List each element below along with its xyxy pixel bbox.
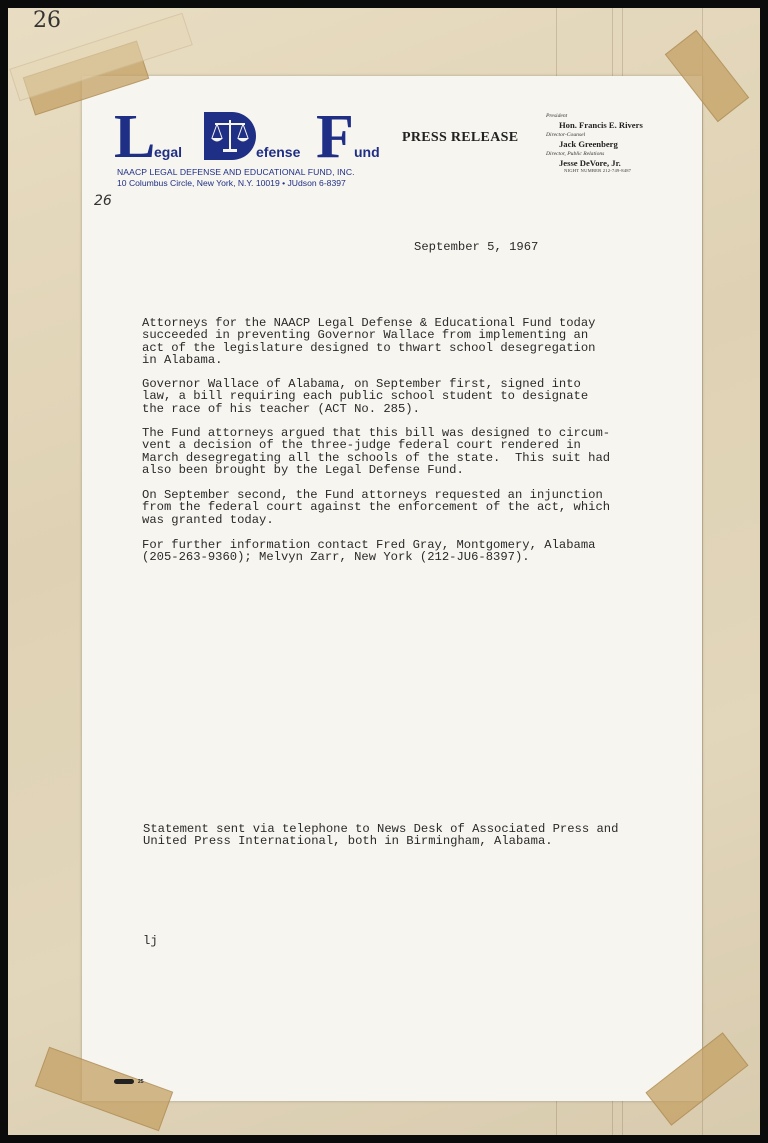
logo-word-defense: efense — [256, 144, 301, 160]
body-paragraph: Attorneys for the NAACP Legal Defense & Educational Fund today succeeded in preventing Governor Wallace from implementing an act of the legislature designed to thwart school desegregation in Alabama. — [142, 316, 596, 368]
body-paragraph: Governor Wallace of Alabama, on September first, signed into law, a bill requiring each public school student to designate the race of his teacher (ACT No. 285). — [142, 377, 589, 416]
board-line — [702, 8, 703, 1135]
logo-word-legal: egal — [154, 144, 183, 160]
staff-name: Jack Greenberg — [559, 139, 618, 149]
staff-role: President — [546, 113, 568, 119]
staff-role: Director-Counsel — [546, 132, 586, 138]
body-paragraph: On September second, the Fund attorneys requested an injunction from the federal court against the enforcement of the act, which was granted today. — [142, 488, 611, 527]
press-release-sheet — [82, 76, 702, 1101]
typist-initials: lj — [143, 934, 158, 948]
contact-paragraph: For further information contact Fred Gray, Montgomery, Alabama (205-263-9360); Melvyn Zarr, New York (212-JU6-8397). — [142, 538, 596, 565]
logo-word-fund: und — [354, 144, 380, 160]
staff-name: Jesse DeVore, Jr. — [559, 158, 621, 168]
press-release-heading: PRESS RELEASE — [402, 130, 519, 145]
organization-address: 10 Columbus Circle, New York, N.Y. 10019 • JUdson 6-8397 — [117, 178, 346, 188]
staff-role: Director, Public Relations — [546, 151, 605, 157]
scan-page-number: 26 — [33, 8, 61, 33]
ldf-logo — [114, 103, 394, 171]
union-bug-number: 25 — [138, 1079, 144, 1085]
logo-letter-l: L — [114, 103, 156, 171]
statement-note: Statement sent via telephone to News Desk of Associated Press and United Press International, both in Birmingham, Alabama. — [143, 822, 619, 849]
staff-name: Hon. Francis E. Rivers — [559, 120, 643, 130]
night-number: NIGHT NUMBER 212-749-8487 — [564, 168, 632, 173]
logo-letter-f: F — [316, 103, 354, 171]
handwritten-page-note: 26 — [94, 193, 112, 209]
staff-directory — [546, 113, 666, 173]
union-bug-stamp-icon — [114, 1079, 134, 1084]
body-paragraph: The Fund attorneys argued that this bill was designed to circum- vent a decision of the three-judge federal court rendered in March desegregating all the schools of the state. This suit had also been brought by the Legal Defense Fund. — [142, 426, 611, 478]
release-date: September 5, 1967 — [414, 240, 539, 254]
organization-name: NAACP LEGAL DEFENSE AND EDUCATIONAL FUND, INC. — [117, 167, 355, 177]
scales-of-justice-icon — [209, 116, 251, 156]
